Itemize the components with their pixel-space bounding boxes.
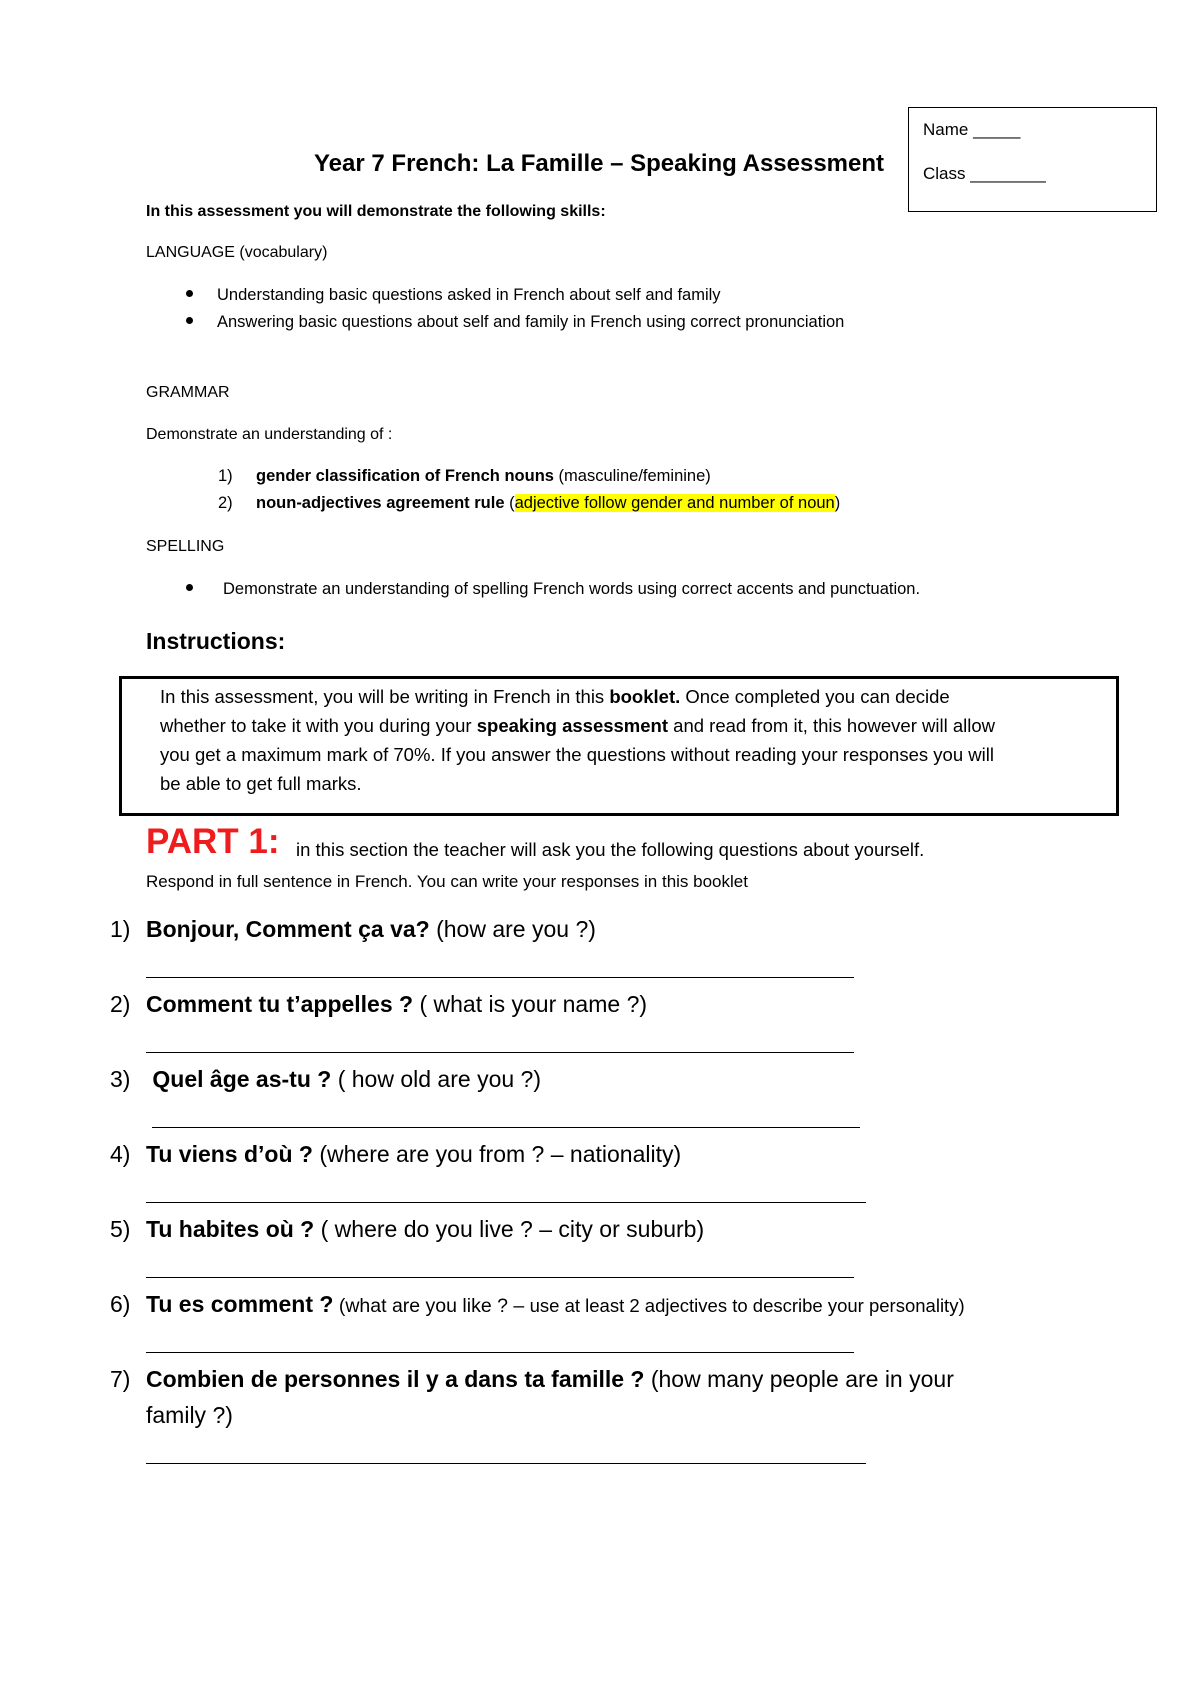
language-item: Answering basic questions about self and family in French using correct pronunciation [186,313,844,332]
answer-line[interactable] [146,1277,854,1278]
instructions-line: be able to get full marks. [160,773,362,794]
part-1-instructions: Respond in full sentence in French. You can write your responses in this booklet [146,872,748,891]
intro-text: In this assessment you will demonstrate the following skills: [146,203,606,220]
grammar-lead: Demonstrate an understanding of : [146,426,393,443]
spelling-item: Demonstrate an understanding of spelling French words using correct accents and punctuation. [186,580,920,599]
name-class-box [908,107,1157,212]
bullet-icon [186,317,193,324]
question-7: 7) Combien de personnes il y a dans ta famille ? (how many people are in your [110,1366,954,1392]
highlighted-text: adjective follow gender and number of noun [514,494,835,512]
question-5: 5) Tu habites où ? ( where do you live ? – city or suburb) [110,1216,705,1242]
answer-line[interactable] [152,1127,860,1128]
question-3: 3) Quel âge as-tu ? ( how old are you ?) [110,1066,541,1092]
spelling-heading: SPELLING [146,538,225,555]
bullet-icon [186,290,193,297]
instructions-line: you get a maximum mark of 70%. If you answer the questions without reading your responses you will [160,744,994,765]
grammar-item: 1) gender classification of French nouns (masculine/feminine) [218,467,711,485]
answer-line[interactable] [146,1463,866,1464]
part-1-description: in this section the teacher will ask you the following questions about yourself. [296,839,925,860]
instructions-box [119,676,1119,816]
question-2: 2) Comment tu t’appelles ? ( what is your name ?) [110,991,648,1017]
grammar-heading: GRAMMAR [146,384,230,401]
answer-line[interactable] [146,1352,854,1353]
question-1: 1) Bonjour, Comment ça va? (how are you ?) [110,916,596,942]
instructions-line: whether to take it with you during your speaking assessment and read from it, this however will allow [160,715,995,736]
question-7-continuation: family ?) [146,1402,233,1428]
answer-line[interactable] [146,1202,866,1203]
class-field[interactable]: Class ________ [923,164,1046,183]
instructions-line: In this assessment, you will be writing in French in this booklet. Once completed you can decide [160,686,950,707]
language-heading: LANGUAGE (vocabulary) [146,244,328,261]
answer-line[interactable] [146,977,854,978]
question-4: 4) Tu viens d’où ? (where are you from ? – nationality) [110,1141,682,1167]
grammar-item: 2) noun-adjectives agreement rule (adjective follow gender and number of noun) [218,494,841,512]
question-6: 6) Tu es comment ? (what are you like ? – use at least 2 adjectives to describe your personality) [110,1291,965,1317]
language-item: Understanding basic questions asked in French about self and family [186,286,721,305]
name-field[interactable]: Name _____ [923,120,1021,139]
page-title: Year 7 French: La Famille – Speaking Assessment [314,150,885,177]
instructions-heading: Instructions: [146,628,286,654]
answer-line[interactable] [146,1052,854,1053]
bullet-icon [186,584,193,591]
part-1-heading: PART 1: [146,822,280,861]
